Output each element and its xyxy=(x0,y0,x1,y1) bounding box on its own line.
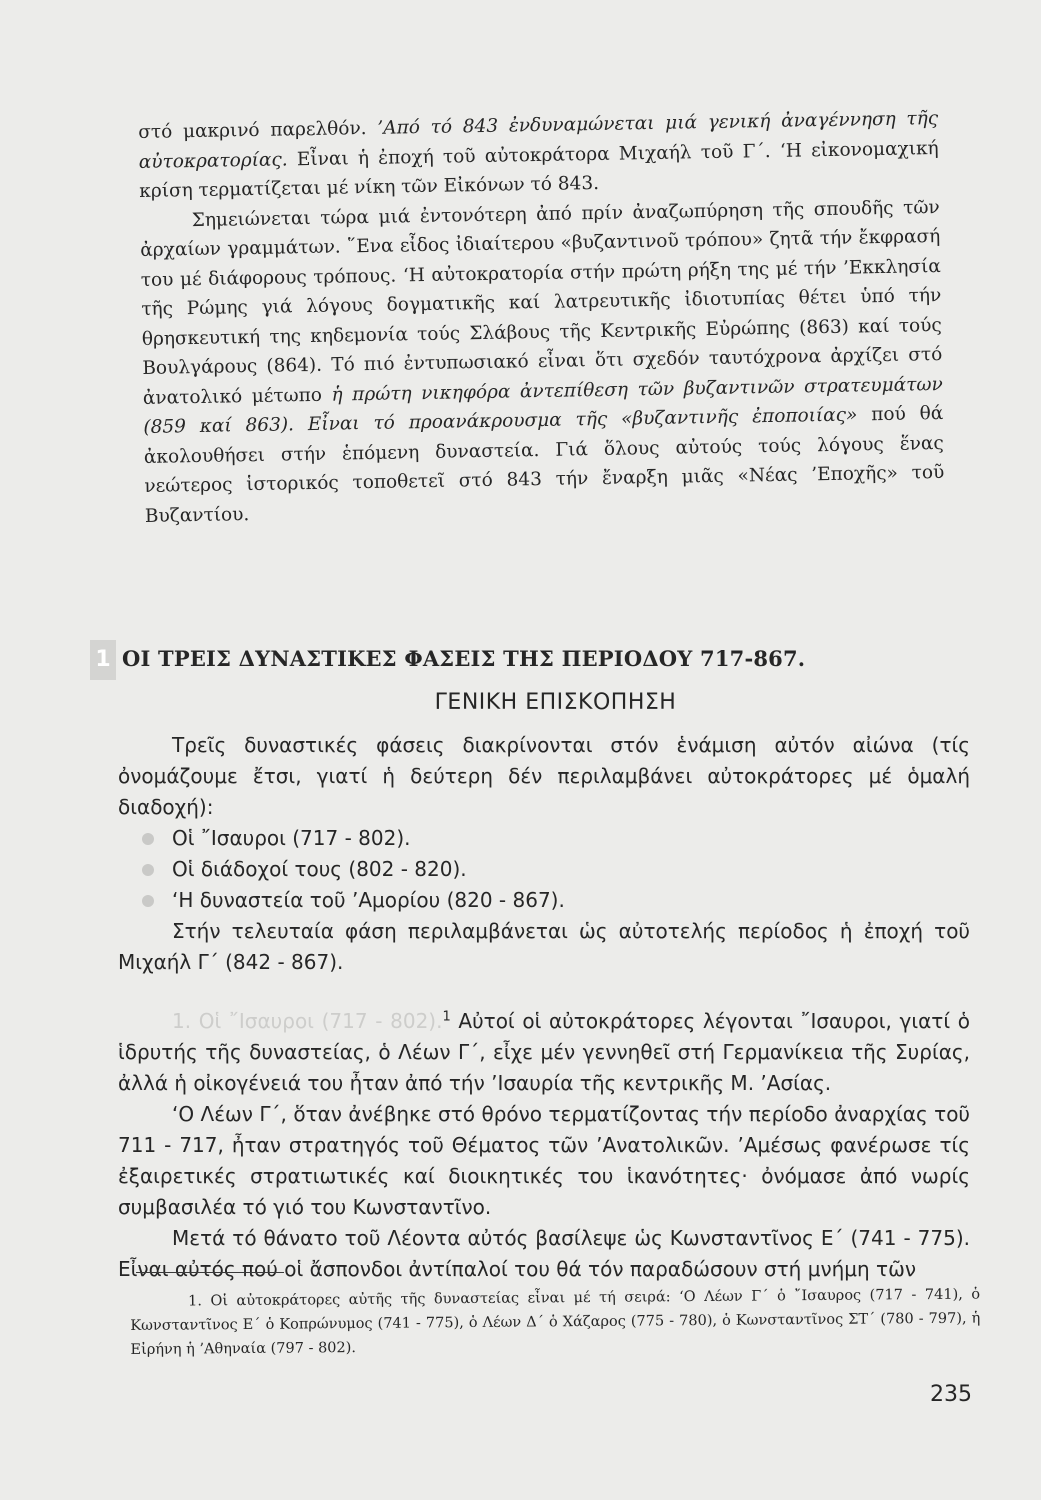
list-item xyxy=(118,823,970,854)
intro-paragraph xyxy=(138,104,939,206)
last-phase-paragraph: Στήν τελευταία φάση περιλαμβάνεται ὡς αὐτοτελής περίοδος ἡ ἐποχή τοῦ Μιχαήλ Γ΄ (842 - 867). xyxy=(118,919,970,974)
phase-list xyxy=(118,823,970,916)
isaurians-paragraph xyxy=(118,1006,970,1099)
constantine-paragraph: Μετά τό θάνατο τοῦ Λέοντα αὐτός βασίλεψε ὡς Κωνσταντῖνος Ε΄ (741 - 775). Εἶναι αὐτός πού οἱ ἄσπονδοι ἀντίπαλοί του θά τόν παραδώσουν στή μνήμη τῶν xyxy=(118,1226,970,1281)
footnote-marker: 1 xyxy=(442,1009,451,1025)
list-item xyxy=(118,854,970,885)
intro-text xyxy=(138,104,945,531)
intro-text-run: Σημειώνεται τώρα μιά ἐντονότερη ἀπό πρίν ἀναζωπύρηση τῆς σπουδῆς τῶν ἀρχαίων γραμμάτων. ῞Ενα εἶδος ἰδιαίτερου «βυζαντινοῦ τρόπου» ζητᾶ τήν ἔκφρασή του μέ διάφορους τρόπους. ‘Η αὐτοκρατορία στήν πρώτη ρήξη της μέ τήν ’Εκκλησία τῆς Ρώμης γιά λόγους δογματικῆς καί λατρευτικῆς ἰδιοτυπίας θέτει ὑπό τήν θρησκευτική της κηδεμονία τούς Σλάβους τῆς Κεντρικῆς Εὐρώπης (863) καί τούς Βουλγάρους (864). Τό πιό ἐντυπωσιακό εἶναι ὅτι σχεδόν ταυτόχρονα ἀρχίζει στό ἀνατολικό μέτωπο xyxy=(140,196,943,409)
subsection-heading: 1. Οἱ ῎Ισαυροι (717 - 802). xyxy=(172,1009,443,1033)
list-item-label: Οἱ ῎Ισαυροι (717 - 802). xyxy=(172,826,411,850)
isaurians-text: Αὐτοί οἱ αὐτοκράτορες λέγονται ῎Ισαυροι, γιατί ὁ ἱδρυτής τῆς δυναστείας, ὁ Λέων Γ΄, εἶχε μέν γεννηθεῖ στή Γερμανίκεια τῆς Συρίας, ἀλλά ἡ οἰκογένειά του ἦταν ἀπό τήν ’Ισαυρία τῆς κεντρικῆς Μ. ’Ασίας. xyxy=(118,1009,970,1095)
intro-italic-run: ’Από τό 843 ἐνδυναμώνεται μιά γενική ἀναγέννηση τῆς αὐτοκρατορίας. xyxy=(138,108,939,173)
intro-text-run: πού θά ἀκολουθήσει στήν ἑπόμενη δυναστεία. Γιά ὅλους αὐτούς τούς λόγους ἕνας νεώτερος ἱστορικός τοποθετεῖ στό 843 τήν ἔναρξη μιᾶς «Νέας ’Εποχῆς» τοῦ Βυζαντίου. xyxy=(143,402,945,527)
section-subtitle: ΓΕΝΙΚΗ ΕΠΙΣΚΟΠΗΣΗ xyxy=(434,690,677,715)
body-text xyxy=(118,730,970,1285)
list-item-label: ‘Η δυναστεία τοῦ ’Αμορίου (820 - 867). xyxy=(172,888,565,912)
section-number-badge: 1 xyxy=(90,640,116,680)
intro-text-run: Εἶναι ἡ ἐποχή τοῦ αὐτοκράτορα Μιχαήλ τοῦ Γ΄. ‘Η εἰκονομαχική κρίση τερματίζεται μέ νίκη τῶν Εἰκόνων τό 843. xyxy=(139,137,939,202)
section-title: ΟΙ ΤΡΕΙΣ ΔΥΝΑΣΤΙΚΕΣ ΦΑΣΕΙΣ ΤΗΣ ΠΕΡΙΟΔΟΥ 717-867. xyxy=(122,646,806,671)
page-number: 235 xyxy=(930,1382,972,1407)
footnote-text: 1. Οἱ αὐτοκράτορες αὐτῆς τῆς δυναστείας εἶναι μέ τή σειρά: ‘Ο Λέων Γ΄ ὁ ῎Ισαυρος (717 - 741), ὁ Κωνσταντῖνος Ε΄ ὁ Κοπρώνυμος (741 - 775), ὁ Λέων Δ΄ ὁ Χάζαρος (775 - 780), ὁ Κωνσταντῖνος ΣΤ΄ (780 - 797), ἡ Εἰρήνη ἡ ’Αθηναία (797 - 802). xyxy=(130,1286,981,1358)
bullet-icon xyxy=(142,864,154,876)
intro-paragraph xyxy=(140,193,946,531)
intro-text-run: στό μακρινό παρελθόν. xyxy=(138,117,378,143)
footnote xyxy=(130,1283,981,1362)
body-intro-paragraph: Τρεῖς δυναστικές φάσεις διακρίνονται στόν ἑνάμιση αὐτόν αἰώνα (τίς ὀνομάζουμε ἔτσι, γιατί ἡ δεύτερη δέν περιλαμβάνει αὐτοκράτορες μέ ὁμαλή διαδοχή): xyxy=(118,733,970,819)
intro-italic-run: ἡ πρώτη νικηφόρα ἀντεπίθεση τῶν βυζαντινῶν στρατευμάτων (859 καί 863). Εἶναι τό προανάκρουσμα τῆς «βυζαντινῆς ἐποποιίας» xyxy=(143,373,943,438)
section-heading xyxy=(90,640,970,684)
footnote-divider xyxy=(136,1272,284,1273)
bullet-icon xyxy=(142,833,154,845)
list-item-label: Οἱ διάδοχοί τους (802 - 820). xyxy=(172,857,467,881)
list-item xyxy=(118,885,970,916)
leo-paragraph: ‘Ο Λέων Γ΄, ὅταν ἀνέβηκε στό θρόνο τερματίζοντας τήν περίοδο ἀναρχίας τοῦ 711 - 717, ἦταν στρατηγός τοῦ Θέματος τῶν ’Ανατολικῶν. ’Αμέσως φανέρωσε τίς ἐξαιρετικές στρατιωτικές καί διοικητικές του ἱκανότητες· ὀνόμασε ἀπό νωρίς συμβασιλέα τό γιό του Κωνσταντῖνο. xyxy=(118,1102,970,1219)
bullet-icon xyxy=(142,895,154,907)
